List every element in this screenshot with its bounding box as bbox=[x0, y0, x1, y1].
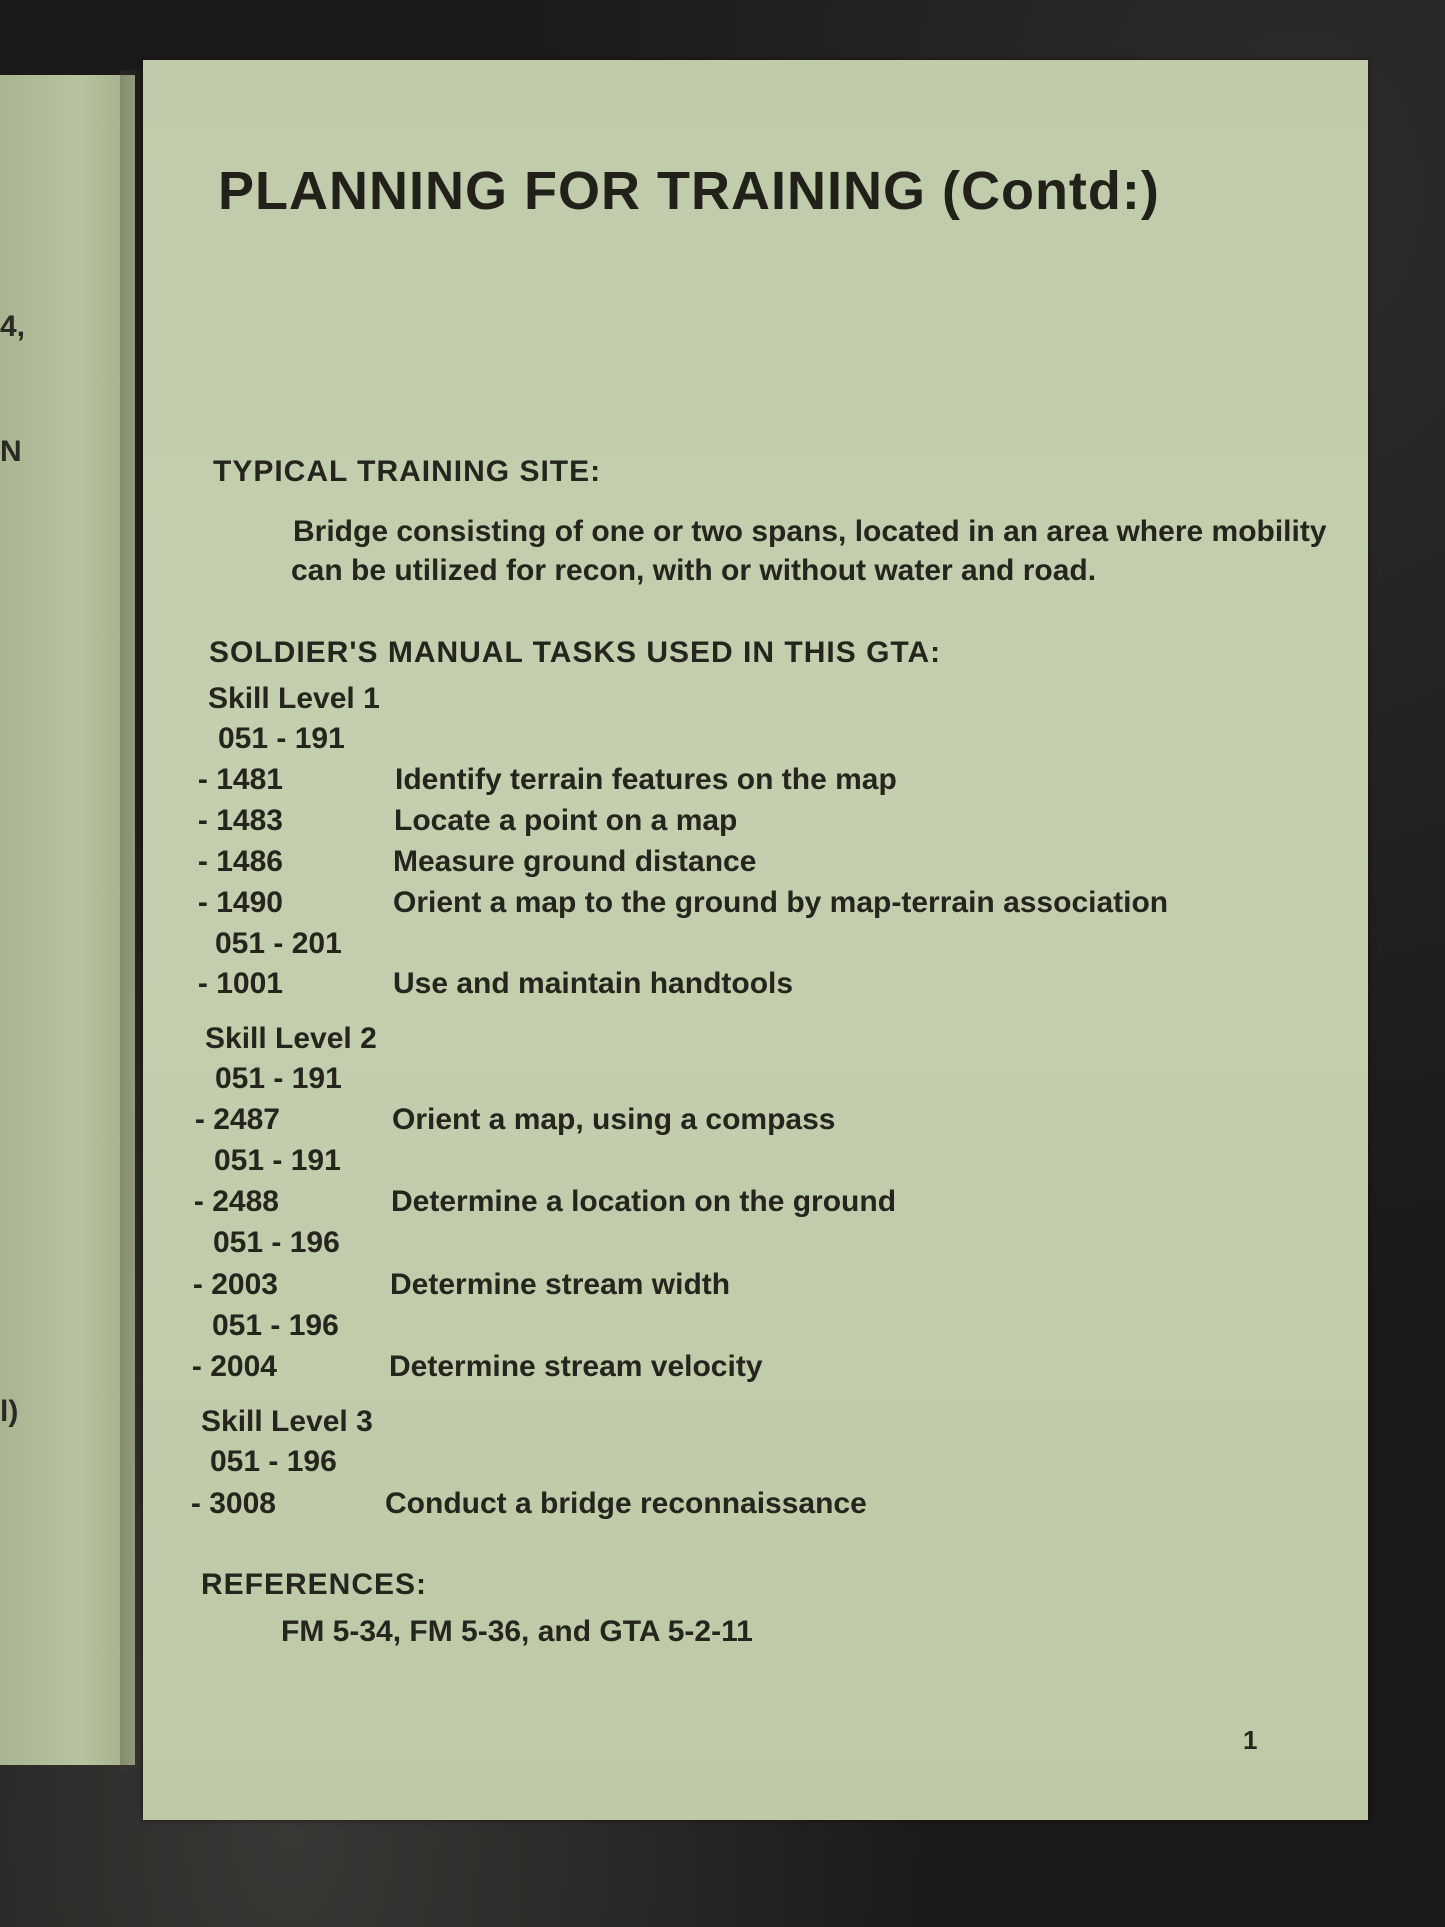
booklet-page bbox=[143, 60, 1368, 1820]
task-group-code: 051 - 191 bbox=[215, 1062, 342, 1095]
task-group-code: 051 - 201 bbox=[215, 927, 342, 960]
left-page-edge bbox=[0, 75, 135, 1765]
left-page-fragment: 4, bbox=[0, 310, 26, 343]
task-code: - 3008 bbox=[190, 1487, 276, 1520]
task-group-code: 051 - 191 bbox=[214, 1144, 341, 1177]
task-description: Determine stream width bbox=[390, 1268, 731, 1301]
task-description: Identify terrain features on the map bbox=[395, 763, 897, 796]
page-number: 1 bbox=[1243, 1725, 1258, 1755]
task-group-code: 051 - 196 bbox=[213, 1226, 340, 1259]
task-group-code: 051 - 191 bbox=[218, 722, 345, 755]
task-description: Determine stream velocity bbox=[389, 1350, 763, 1383]
task-code: - 1481 bbox=[197, 763, 283, 796]
task-code: - 2003 bbox=[192, 1268, 278, 1301]
typical-site-label: TYPICAL TRAINING SITE: bbox=[213, 455, 602, 488]
task-description: Conduct a bridge reconnaissance bbox=[385, 1487, 867, 1520]
typical-site-text-line2: can be utilized for recon, with or without water and road. bbox=[291, 554, 1097, 587]
task-group-code: 051 - 196 bbox=[210, 1445, 337, 1478]
task-description: Use and maintain handtools bbox=[393, 967, 794, 1000]
skill-level-3-label: Skill Level 3 bbox=[201, 1405, 373, 1438]
task-code: - 2004 bbox=[191, 1350, 277, 1383]
skill-level-1-label: Skill Level 1 bbox=[208, 682, 380, 715]
task-code: - 1001 bbox=[197, 967, 283, 1000]
references-text: FM 5-34, FM 5-36, and GTA 5-2-11 bbox=[281, 1615, 753, 1648]
task-code: - 1490 bbox=[197, 886, 283, 919]
page-title: PLANNING FOR TRAINING (Contd:) bbox=[218, 161, 1160, 221]
task-code: - 1483 bbox=[197, 804, 283, 837]
left-page-fragment: N bbox=[0, 435, 22, 468]
task-code: - 2488 bbox=[193, 1185, 279, 1218]
skill-level-2-label: Skill Level 2 bbox=[205, 1022, 377, 1055]
task-description: Locate a point on a map bbox=[394, 804, 738, 837]
references-label: REFERENCES: bbox=[201, 1568, 428, 1601]
tasks-label: SOLDIER'S MANUAL TASKS USED IN THIS GTA: bbox=[209, 636, 942, 669]
task-description: Determine a location on the ground bbox=[391, 1185, 897, 1218]
task-code: - 1486 bbox=[197, 845, 283, 878]
task-description: Measure ground distance bbox=[393, 845, 757, 878]
task-description: Orient a map to the ground by map-terrain association bbox=[393, 886, 1169, 919]
left-page-fragment: l) bbox=[0, 1395, 19, 1428]
task-code: - 2487 bbox=[194, 1103, 280, 1136]
typical-site-text-line1: Bridge consisting of one or two spans, located in an area where mobility bbox=[293, 515, 1327, 548]
task-description: Orient a map, using a compass bbox=[392, 1103, 836, 1136]
task-group-code: 051 - 196 bbox=[212, 1309, 339, 1342]
